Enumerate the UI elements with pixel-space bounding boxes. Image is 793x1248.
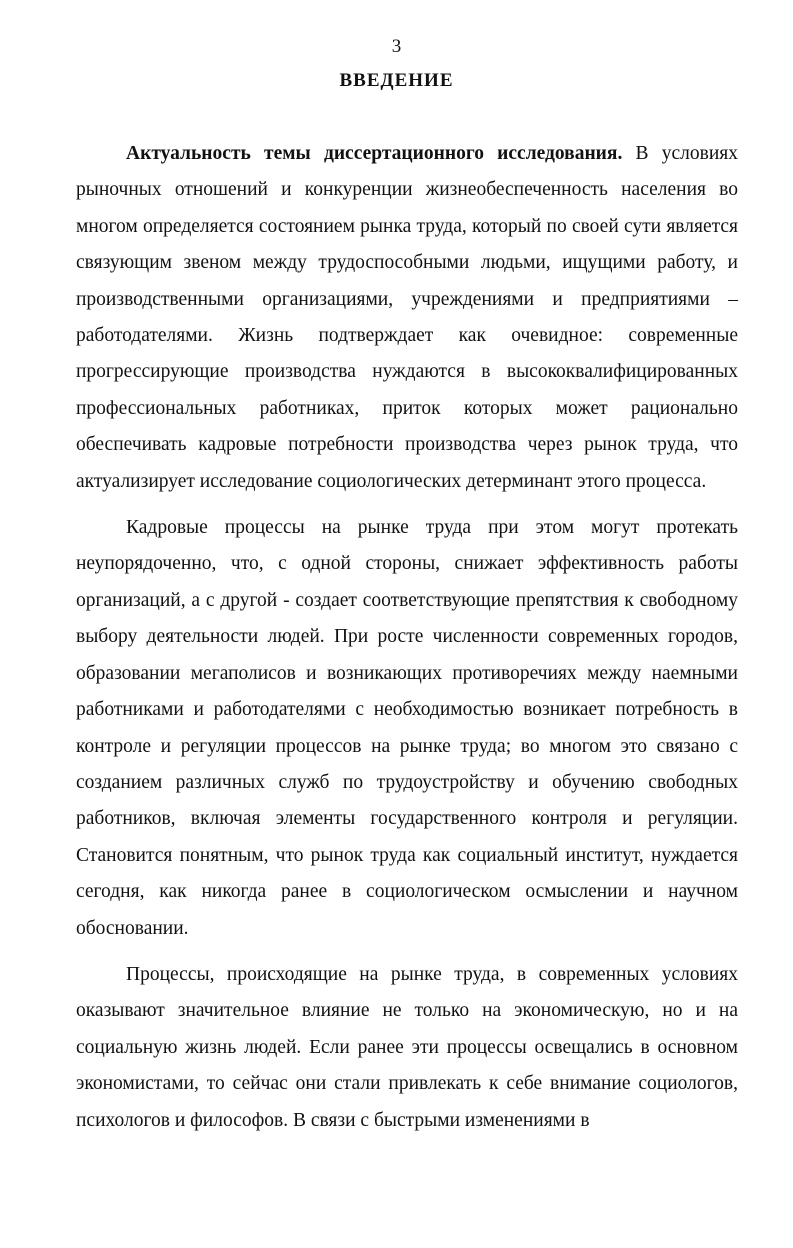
paragraph-text: Процессы, происходящие на рынке труда, в современных условиях оказывают значительное влияние не только на экономическую, но и на социальную жизнь людей. Если ранее эти процессы освещались в основном экономистами, то сейчас они стали привлекать к себе внимание социологов, психологов и философов. В связи с быстрыми изменениями в [76,963,738,1131]
paragraph-relevance [76,136,738,500]
page-title: ВВЕДЕНИЕ [339,70,454,91]
paragraph-lead: Актуальность темы диссертационного исследования. [126,143,623,164]
paragraph-text: Кадровые процессы на рынке труда при этом могут протекать неупорядоченно, что, с одной стороны, снижает эффективность работы организаций, а с другой - создает соответствующие препятствия к свободному выбору деятельности людей. При росте численности современных городов, образовании мегаполисов и возникающих противоречиях между наемными работниками и работодателями с необходимостью возникает потребность в контроле и регуляции процессов на рынке труда; во многом это связано с созданием различных служб по трудоустройству и обучению свободных работников, включая элементы государственного контроля и регуляции. Становится понятным, что рынок труда как социальный институт, нуждается сегодня, как никогда ранее в социологическом осмыслении и научном обосновании. [76,517,738,939]
page-number: 3 [391,36,402,57]
body-text [76,136,738,1139]
paragraph-labor-market-processes [76,957,738,1139]
paragraph-text: В условиях рыночных отношений и конкуренции жизнеобеспеченность населения во многом определяется состоянием рынка труда, который по своей сути является связующим звеном между трудоспособными людьми, ищущими работу, и производственными организациями, учреждениями и предприятиями – работодателями. Жизнь подтверждает как очевидное: современные прогрессирующие производства нуждаются в высококвалифицированных профессиональных работниках, приток которых может рационально обеспечивать кадровые потребности производства через рынок труда, что актуализирует исследование социологических детерминант этого процесса. [76,143,738,492]
paragraph-personnel-processes [76,510,738,947]
